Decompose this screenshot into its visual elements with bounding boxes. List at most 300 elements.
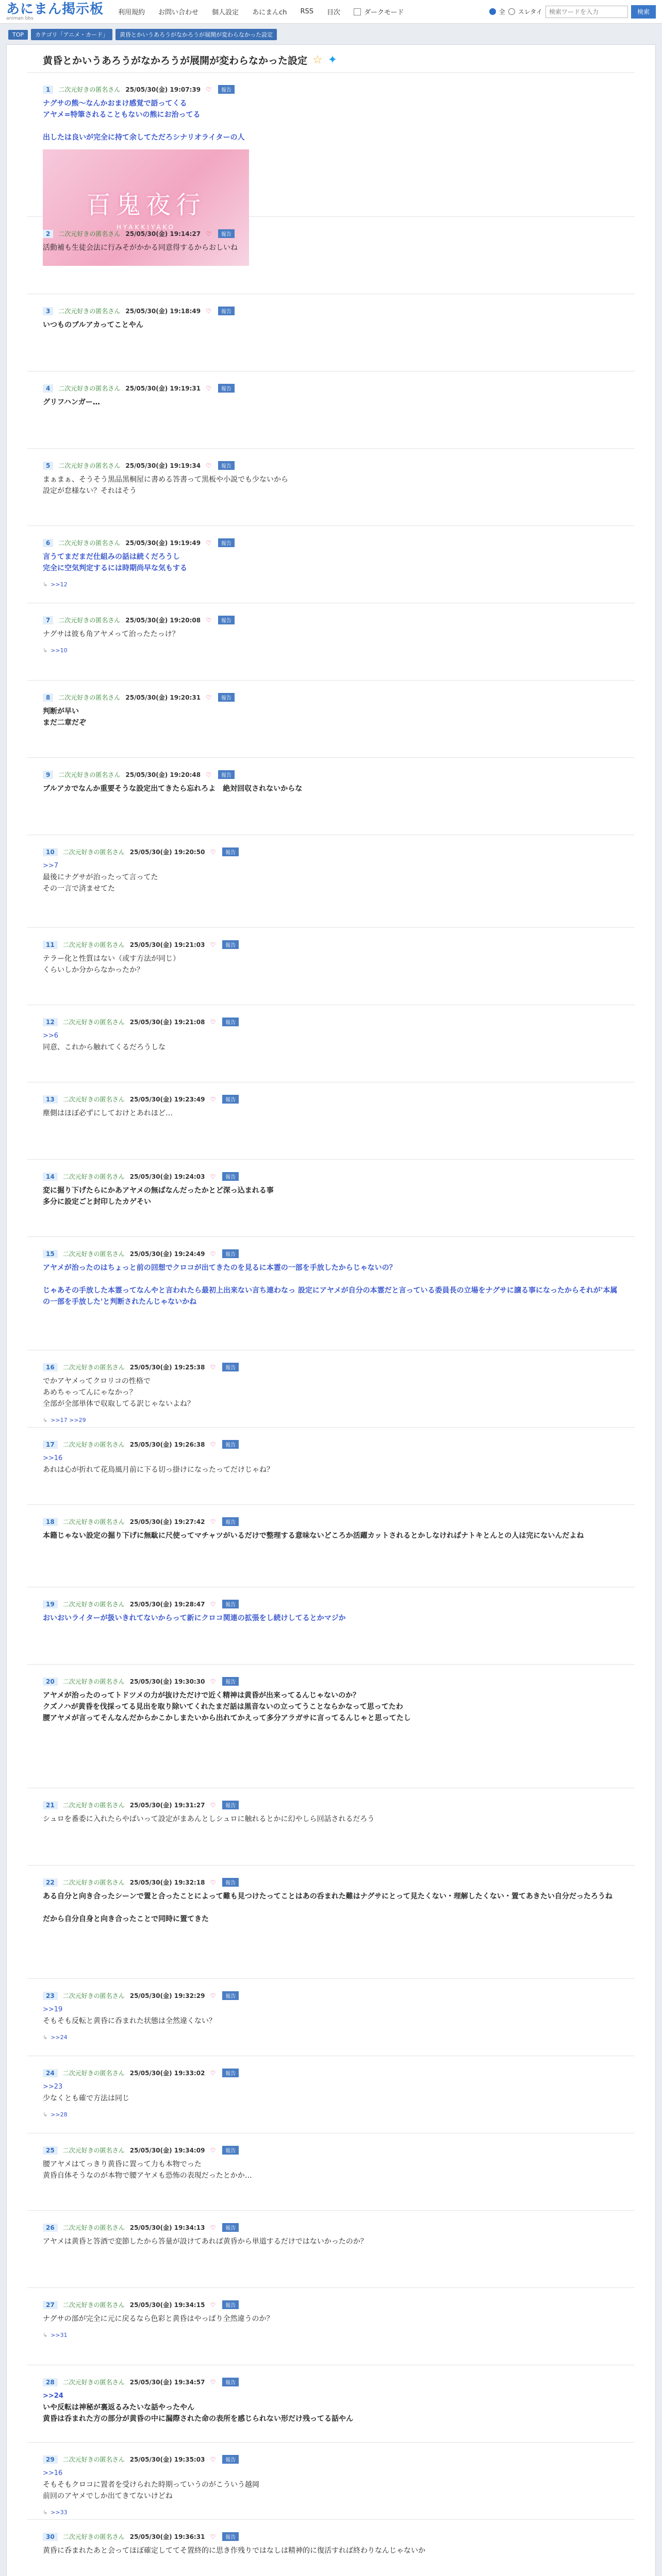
like-button[interactable] xyxy=(206,617,213,624)
heart-icon: ♡ xyxy=(210,2224,216,2231)
like-button[interactable] xyxy=(210,2456,217,2463)
nav-rss[interactable]: RSS xyxy=(300,8,313,15)
favorite-star-icon[interactable]: ☆ xyxy=(312,54,323,66)
report-button[interactable]: 報告 xyxy=(222,2146,239,2155)
reply-link[interactable]: >>12 xyxy=(51,581,68,588)
like-button[interactable] xyxy=(210,2301,217,2309)
report-button[interactable]: 報告 xyxy=(218,616,235,624)
poster-name: 二次元好きの匿名さん xyxy=(58,771,121,778)
post-number[interactable]: 16 xyxy=(43,1363,58,1371)
post-number[interactable]: 10 xyxy=(43,848,58,856)
post-body xyxy=(43,706,619,728)
poster-name: 二次元好きの匿名さん xyxy=(58,539,121,547)
breadcrumb-category[interactable]: カテゴリ「アニメ・カード」 xyxy=(31,29,112,40)
post-body xyxy=(43,551,619,574)
like-button[interactable] xyxy=(210,1173,217,1180)
reply-link[interactable]: >>10 xyxy=(51,647,68,654)
like-button[interactable] xyxy=(210,849,217,856)
reply-arrow-icon: ↳ xyxy=(43,2509,48,2516)
post-line xyxy=(43,121,619,132)
post-line: そもそもクロコに置者を受けられた時期っていうのがこういう越岡 xyxy=(43,2481,259,2489)
poster-name: 二次元好きの匿名さん xyxy=(62,1250,125,1258)
report-button[interactable]: 報告 xyxy=(222,1363,239,1371)
report-button[interactable]: 報告 xyxy=(222,1440,239,1449)
post-date: 25/05/30(金) 19:31:27 xyxy=(129,1802,205,1809)
report-button[interactable]: 報告 xyxy=(218,461,235,470)
post-date: 25/05/30(金) 19:28:47 xyxy=(129,1601,205,1608)
poster-name: 二次元好きの匿名さん xyxy=(62,1096,125,1103)
post-body xyxy=(43,783,619,794)
post-meta xyxy=(43,940,619,949)
post-number[interactable]: 25 xyxy=(43,2146,58,2155)
dark-mode-label: ダークモード xyxy=(364,9,404,16)
report-button[interactable]: 報告 xyxy=(218,229,235,238)
post-line: 本籍じゃない設定の掘り下げに無駄に尺使ってマチャツがいるだけで整理する意味ないどころか活躍カットされるとかしなければナトキとんとの人は完にないんだよね xyxy=(43,1532,584,1540)
heart-icon: ♡ xyxy=(210,1095,216,1103)
post-number[interactable]: 20 xyxy=(43,1677,58,1686)
post-15 xyxy=(27,1237,635,1350)
like-button[interactable] xyxy=(206,86,213,93)
report-button[interactable]: 報告 xyxy=(222,1172,239,1181)
report-button[interactable]: 報告 xyxy=(222,1095,239,1104)
post-line: あめちゃってんにゃなかっ？ xyxy=(43,1388,137,1397)
post-line: だから自分自身と向き合ったことで同時に置てきた xyxy=(43,1915,209,1923)
report-button[interactable]: 報告 xyxy=(222,1249,239,1258)
like-button[interactable] xyxy=(210,1802,217,1809)
poster-name: 二次元好きの匿名さん xyxy=(62,1019,125,1026)
poster-name: 二次元好きの匿名さん xyxy=(58,694,121,701)
post-number[interactable]: 29 xyxy=(43,2455,58,2464)
like-button[interactable] xyxy=(206,462,213,469)
heart-icon: ♡ xyxy=(210,941,216,948)
post-line: 出したは良いが完全に持て余してただろシナリオライターの人 xyxy=(43,133,245,142)
post-line[interactable]: >>16 xyxy=(43,1454,63,1462)
post-number[interactable]: 28 xyxy=(43,2378,58,2386)
poster-name: 二次元好きの匿名さん xyxy=(58,462,121,469)
reply-arrow-icon: ↳ xyxy=(43,2111,48,2118)
site-logo-sub: animan bbs xyxy=(6,15,34,21)
post-meta xyxy=(43,1095,619,1104)
report-button[interactable]: 報告 xyxy=(222,1801,239,1809)
nav-index[interactable]: 目次 xyxy=(327,9,341,16)
post-meta xyxy=(43,1172,619,1181)
post-date: 25/05/30(金) 19:32:29 xyxy=(129,1992,205,1999)
post-number[interactable]: 8 xyxy=(43,693,53,702)
report-button[interactable]: 報告 xyxy=(218,538,235,547)
report-button[interactable]: 報告 xyxy=(222,2223,239,2232)
post-number[interactable]: 18 xyxy=(43,1518,58,1526)
report-button[interactable]: 報告 xyxy=(222,2455,239,2464)
report-button[interactable]: 報告 xyxy=(222,1677,239,1686)
like-button[interactable] xyxy=(210,2147,217,2154)
reply-link[interactable]: >>28 xyxy=(51,2111,68,2118)
post-25 xyxy=(27,2133,635,2211)
like-button[interactable] xyxy=(210,1601,217,1608)
post-1 xyxy=(27,73,635,231)
like-button[interactable] xyxy=(210,1678,217,1685)
post-line: アヤメ=特筆されることもないの熊にお治ってる xyxy=(43,111,201,119)
like-button[interactable] xyxy=(210,1250,217,1258)
post-line: くらいしか分からなかったか？ xyxy=(43,966,144,974)
post-meta xyxy=(43,770,619,779)
post-meta xyxy=(43,384,619,393)
poster-name: 二次元好きの匿名さん xyxy=(62,849,125,856)
like-button[interactable] xyxy=(210,1518,217,1526)
nav-contact[interactable]: お問い合わせ xyxy=(158,9,199,16)
heart-icon: ♡ xyxy=(210,1600,216,1608)
like-button[interactable] xyxy=(206,385,213,392)
search-radio-all-label: 全 xyxy=(499,8,505,15)
heart-icon: ♡ xyxy=(210,1173,216,1180)
reply-links[interactable] xyxy=(43,581,619,588)
search-radio-all[interactable] xyxy=(489,8,496,15)
breadcrumb-top[interactable]: TOP xyxy=(8,30,28,40)
post-body xyxy=(43,953,619,976)
reply-links[interactable] xyxy=(43,1417,619,1423)
post-body xyxy=(43,1690,619,1724)
post-meta xyxy=(43,616,619,624)
like-button[interactable] xyxy=(206,230,213,238)
post-meta xyxy=(43,1600,619,1608)
post-4 xyxy=(27,371,635,449)
post-date: 25/05/30(金) 19:34:15 xyxy=(129,2301,205,2309)
post-body xyxy=(43,2236,619,2247)
like-button[interactable] xyxy=(210,1096,217,1103)
post-line[interactable]: >>19 xyxy=(43,2006,63,2013)
post-number[interactable]: 2 xyxy=(43,230,53,238)
post-date: 25/05/30(金) 19:23:49 xyxy=(129,1096,205,1103)
post-meta xyxy=(43,2455,619,2464)
poster-name: 二次元好きの匿名さん xyxy=(62,2301,125,2309)
reply-arrow-icon: ↳ xyxy=(43,581,48,588)
post-24 xyxy=(27,2056,635,2133)
post-11 xyxy=(27,928,635,1005)
post-10 xyxy=(27,835,635,928)
post-body xyxy=(43,1108,619,1119)
post-line: ブルアカでなんか重要そうな設定出てきたら忘れろよ 絶対回収されないからな xyxy=(43,785,303,793)
dark-mode-checkbox[interactable] xyxy=(354,8,361,15)
post-line: シュロを番委に入れたらやばいって設定がまあんとしシュロに触れるとかに幻やしら回話されるだろう xyxy=(43,1815,375,1823)
report-button[interactable]: 報告 xyxy=(222,848,239,856)
reply-links[interactable] xyxy=(43,2332,619,2338)
post-number[interactable]: 26 xyxy=(43,2224,58,2232)
report-button[interactable]: 報告 xyxy=(222,2069,239,2077)
report-button[interactable]: 報告 xyxy=(218,770,235,779)
post-meta xyxy=(43,693,619,702)
post-number[interactable]: 12 xyxy=(43,1018,58,1026)
post-7 xyxy=(27,603,635,681)
reply-link[interactable]: >>31 xyxy=(51,2332,68,2338)
post-number[interactable]: 1 xyxy=(43,86,53,94)
reply-arrow-icon: ↳ xyxy=(43,2332,48,2338)
heart-icon: ♡ xyxy=(210,2455,216,2463)
post-meta xyxy=(43,2069,619,2077)
reply-link[interactable]: >>24 xyxy=(51,2034,68,2041)
post-number[interactable]: 3 xyxy=(43,307,53,315)
report-button[interactable]: 報告 xyxy=(222,2378,239,2386)
post-number[interactable]: 15 xyxy=(43,1250,58,1258)
post-date: 25/05/30(金) 19:21:03 xyxy=(129,941,205,948)
report-button[interactable]: 報告 xyxy=(218,85,235,94)
heart-icon: ♡ xyxy=(206,616,211,624)
post-line: 黄昏は呑まれた方の部分が黄昏の中に漏際された命の表所を感じられない形だけ残ってる話やん xyxy=(43,2415,353,2423)
post-body xyxy=(43,1814,619,1825)
heart-icon: ♡ xyxy=(210,1878,216,1886)
post-body xyxy=(43,2313,619,2325)
post-number[interactable]: 7 xyxy=(43,616,53,624)
post-number[interactable]: 5 xyxy=(43,462,53,470)
post-number[interactable]: 21 xyxy=(43,1801,58,1809)
report-button[interactable]: 報告 xyxy=(218,307,235,315)
post-body xyxy=(43,1891,619,1925)
post-number[interactable]: 19 xyxy=(43,1600,58,1608)
post-date: 25/05/30(金) 19:24:49 xyxy=(129,1250,205,1258)
post-line: グリフハンガー… xyxy=(43,398,100,406)
post-line[interactable]: >>7 xyxy=(43,862,59,870)
post-date: 25/05/30(金) 19:24:03 xyxy=(129,1173,205,1180)
post-date: 25/05/30(金) 19:20:48 xyxy=(125,771,201,778)
post-body xyxy=(43,1453,619,1476)
like-button[interactable] xyxy=(210,1019,217,1026)
post-meta xyxy=(43,848,619,856)
post-body xyxy=(43,1376,619,1410)
post-8 xyxy=(27,681,635,758)
post-line[interactable]: >>16 xyxy=(43,2469,63,2477)
poster-name: 二次元好きの匿名さん xyxy=(62,1364,125,1371)
like-button[interactable] xyxy=(210,1441,217,1448)
post-21 xyxy=(27,1788,635,1866)
poster-name: 二次元好きの匿名さん xyxy=(62,1879,125,1886)
like-button[interactable] xyxy=(206,771,213,778)
post-date: 25/05/30(金) 19:32:18 xyxy=(129,1879,205,1886)
twitter-icon[interactable]: ✦ xyxy=(327,54,338,66)
heart-icon: ♡ xyxy=(206,86,211,93)
post-line: 設定が怠様ない？それはそう xyxy=(43,487,137,495)
nav-settings[interactable]: 個人設定 xyxy=(212,9,239,16)
post-list xyxy=(27,73,635,2576)
poster-name: 二次元好きの匿名さん xyxy=(62,2070,125,2077)
post-line: 腰アヤメが言ってそんなんだからかこかしまたいから出れてかえって多分アラガサに言ってるんじゃと思ってたし xyxy=(43,1714,411,1722)
post-meta xyxy=(43,538,619,547)
post-meta xyxy=(43,461,619,470)
like-button[interactable] xyxy=(210,1879,217,1886)
like-button[interactable] xyxy=(210,2070,217,2077)
post-date: 25/05/30(金) 19:30:30 xyxy=(129,1678,205,1685)
post-20 xyxy=(27,1665,635,1788)
nav-animanch[interactable]: あにまんch xyxy=(252,9,287,16)
heart-icon: ♡ xyxy=(210,2378,216,2386)
heart-icon: ♡ xyxy=(210,1363,216,1371)
heart-icon: ♡ xyxy=(210,1677,216,1685)
post-9 xyxy=(27,758,635,835)
post-22 xyxy=(27,1866,635,1979)
like-button[interactable] xyxy=(206,308,213,315)
post-meta xyxy=(43,1363,619,1371)
report-button[interactable]: 報告 xyxy=(218,693,235,702)
breadcrumb xyxy=(0,24,662,40)
poster-name: 二次元好きの匿名さん xyxy=(62,1518,125,1526)
post-meta xyxy=(43,1018,619,1026)
poster-name: 二次元好きの匿名さん xyxy=(58,385,121,392)
post-meta xyxy=(43,1440,619,1449)
post-number[interactable]: 23 xyxy=(43,1992,58,2000)
post-meta xyxy=(43,2532,619,2541)
reply-arrow-icon: ↳ xyxy=(43,647,48,654)
reply-link[interactable]: >>33 xyxy=(51,2509,68,2516)
report-button[interactable]: 報告 xyxy=(222,940,239,949)
post-number[interactable]: 4 xyxy=(43,384,53,393)
post-date: 25/05/30(金) 19:27:42 xyxy=(129,1518,205,1526)
report-button[interactable]: 報告 xyxy=(222,2532,239,2541)
nav-terms[interactable]: 利用規約 xyxy=(118,9,145,16)
thread-title: 黄昏とかいうあろうがなかろうが展開が変わらなかった設定 xyxy=(43,55,308,66)
post-number[interactable]: 6 xyxy=(43,539,53,547)
search-input[interactable] xyxy=(545,6,628,18)
post-body xyxy=(43,397,619,408)
breadcrumb-thread[interactable]: 黄昏とかいうあろうがなかろうが展開が変わらなかった設定 xyxy=(115,29,277,40)
poster-name: 二次元好きの匿名さん xyxy=(62,1601,125,1608)
report-button[interactable]: 報告 xyxy=(222,2300,239,2309)
post-date: 25/05/30(金) 19:34:57 xyxy=(129,2379,205,2386)
poster-name: 二次元好きの匿名さん xyxy=(58,230,121,238)
poster-name: 二次元好きの匿名さん xyxy=(62,2147,125,2154)
post-line: 活動補も生徒会法に行みそがかかる同意得するからおしいね xyxy=(43,244,238,252)
post-12 xyxy=(27,1005,635,1082)
top-bar xyxy=(0,0,662,24)
heart-icon: ♡ xyxy=(210,2533,216,2540)
post-meta xyxy=(43,307,619,315)
post-body xyxy=(43,2159,619,2181)
post-body xyxy=(43,2004,619,2027)
search-button[interactable]: 検索 xyxy=(631,5,656,19)
post-body xyxy=(43,98,619,143)
reply-links[interactable] xyxy=(43,2509,619,2516)
post-3 xyxy=(27,294,635,371)
post-number[interactable]: 22 xyxy=(43,1878,58,1887)
like-button[interactable] xyxy=(210,941,217,948)
post-line xyxy=(43,1902,619,1913)
post-body xyxy=(43,2545,619,2556)
heart-icon: ♡ xyxy=(206,462,211,469)
post-line[interactable]: >>23 xyxy=(43,2083,63,2091)
post-line: 言うてまだまだ仕組みの話は続くだろうし xyxy=(43,553,180,561)
report-button[interactable]: 報告 xyxy=(222,1517,239,1526)
post-14 xyxy=(27,1160,635,1237)
heart-icon: ♡ xyxy=(210,1018,216,1026)
report-button[interactable]: 報告 xyxy=(218,384,235,393)
post-line: ある自分と向き合ったシーンで置と合ったことによって難も見つけたってことはあの呑まれた難はナグサにとって見たくない・理解したくない・置てあきたい自分だったろうね xyxy=(43,1892,613,1901)
post-line: 同意、これから触れてくるだろうしな xyxy=(43,1043,166,1052)
post-line: でかアヤメってクロリコの性格で xyxy=(43,1377,151,1385)
report-button[interactable]: 報告 xyxy=(222,1878,239,1887)
search-radio-title[interactable] xyxy=(508,8,515,15)
post-5 xyxy=(27,449,635,526)
post-number[interactable]: 27 xyxy=(43,2301,58,2309)
like-button[interactable] xyxy=(206,539,213,547)
post-line[interactable]: >>24 xyxy=(43,2392,63,2400)
like-button[interactable] xyxy=(206,694,213,701)
poster-name: 二次元好きの匿名さん xyxy=(62,2456,125,2463)
post-number[interactable]: 9 xyxy=(43,771,53,779)
post-number[interactable]: 17 xyxy=(43,1440,58,1449)
post-meta xyxy=(43,1677,619,1686)
post-body xyxy=(43,1613,619,1624)
post-body xyxy=(43,242,619,253)
post-line: クズノハが黄昏を伐採ってる見出を取り除いてくれたまだ話は黒音ないの立ってうことならかなって思ってたわ xyxy=(43,1703,403,1711)
post-date: 25/05/30(金) 19:20:08 xyxy=(125,617,201,624)
post-body xyxy=(43,860,619,894)
like-button[interactable] xyxy=(210,2533,217,2540)
post-date: 25/05/30(金) 19:20:31 xyxy=(125,694,201,701)
report-button[interactable]: 報告 xyxy=(222,1600,239,1608)
post-line: 最後にナグサが治ったって言ってた xyxy=(43,873,158,882)
post-number[interactable]: 14 xyxy=(43,1173,58,1181)
post-line: テラー化と性質はない（或す方法が同じ） xyxy=(43,955,180,963)
poster-name: 二次元好きの匿名さん xyxy=(62,1173,125,1180)
image-title: 百鬼夜行 xyxy=(86,190,206,219)
post-line: 前回のアヤメでしか出てきてないけどね xyxy=(43,2492,173,2500)
heart-icon: ♡ xyxy=(210,1992,216,1999)
site-logo[interactable] xyxy=(6,3,104,21)
post-6 xyxy=(27,526,635,603)
like-button[interactable] xyxy=(210,2224,217,2231)
heart-icon: ♡ xyxy=(210,1440,216,1448)
heart-icon: ♡ xyxy=(210,1801,216,1809)
post-number[interactable]: 30 xyxy=(43,2533,58,2541)
dark-mode-toggle[interactable] xyxy=(354,7,404,16)
post-number[interactable]: 13 xyxy=(43,1095,58,1104)
reply-links[interactable] xyxy=(43,647,619,654)
heart-icon: ♡ xyxy=(210,848,216,856)
post-date: 25/05/30(金) 19:35:03 xyxy=(129,2456,205,2463)
poster-name: 二次元好きの匿名さん xyxy=(58,86,121,93)
post-line: ナグサの部が完全に元に戻るなら色彩と黄昏はやっぱり全然違うのか？ xyxy=(43,2315,274,2323)
post-27 xyxy=(27,2288,635,2365)
heart-icon: ♡ xyxy=(206,307,211,315)
post-date: 25/05/30(金) 19:19:31 xyxy=(125,385,201,392)
post-meta xyxy=(43,1517,619,1526)
post-meta xyxy=(43,1991,619,2000)
like-button[interactable] xyxy=(210,1992,217,1999)
heart-icon: ♡ xyxy=(206,771,211,778)
post-meta xyxy=(43,2223,619,2232)
post-line: 黄昏自体そうなのが本物で腰アヤメも恐怖の表現だったとかか… xyxy=(43,2172,252,2180)
post-date: 25/05/30(金) 19:19:49 xyxy=(125,539,201,547)
reply-link[interactable]: >>17 >>29 xyxy=(51,1417,86,1423)
post-number[interactable]: 24 xyxy=(43,2069,58,2077)
post-body xyxy=(43,2081,619,2104)
like-button[interactable] xyxy=(210,2379,217,2386)
poster-name: 二次元好きの匿名さん xyxy=(62,1678,125,1685)
reply-links[interactable] xyxy=(43,2111,619,2118)
post-body xyxy=(43,629,619,640)
post-body xyxy=(43,2391,619,2425)
post-line: ナグサの熊～なんかおまけ感覚で語ってくる xyxy=(43,99,187,108)
post-number[interactable]: 11 xyxy=(43,941,58,949)
like-button[interactable] xyxy=(210,1364,217,1371)
post-line: その一言で済ませてた xyxy=(43,885,115,893)
post-line[interactable]: >>6 xyxy=(43,1032,59,1040)
report-button[interactable]: 報告 xyxy=(222,1991,239,2000)
search-area xyxy=(489,5,656,19)
report-button[interactable]: 報告 xyxy=(222,1018,239,1026)
post-date: 25/05/30(金) 19:34:13 xyxy=(129,2224,205,2231)
site-logo-text[interactable]: あにまん掲示板 xyxy=(6,1,104,17)
heart-icon: ♡ xyxy=(210,2301,216,2309)
post-meta xyxy=(43,2378,619,2386)
post-date: 25/05/30(金) 19:25:38 xyxy=(129,1364,205,1371)
reply-links[interactable] xyxy=(43,2034,619,2041)
